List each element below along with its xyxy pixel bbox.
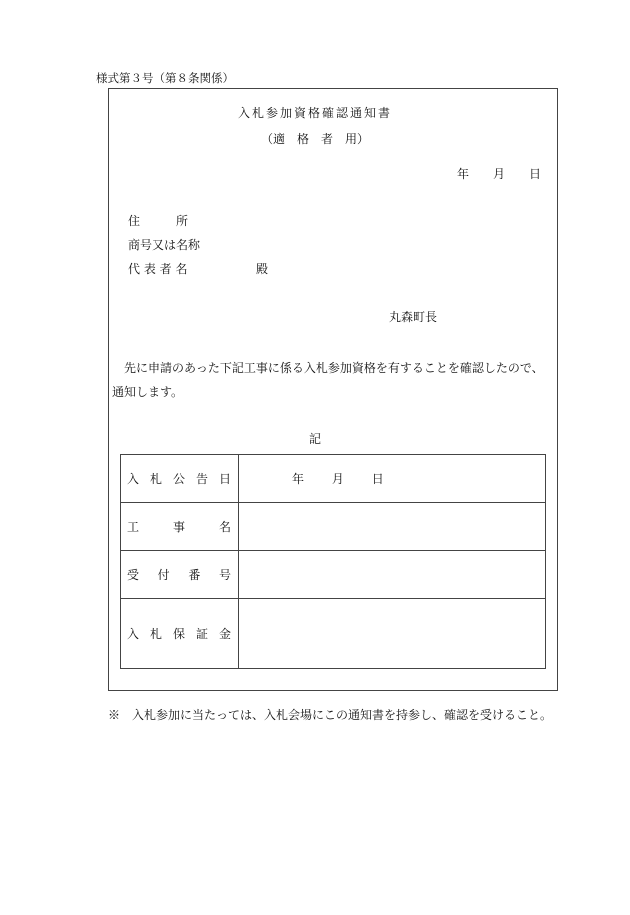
info-table [120, 454, 546, 669]
table-row-bid-date [121, 455, 546, 503]
table-row-work-name [121, 503, 546, 551]
address-label: 住 所 [128, 214, 189, 228]
ki-heading: 記 [308, 432, 321, 446]
value-bid-bond [239, 599, 546, 669]
document-subtitle: （適 格 者 用） [260, 132, 369, 146]
footnote: ※ 入札参加に当たっては、入札会場にこの通知書を持参し、確認を受けること。 [108, 708, 553, 722]
label-bid-bond: 入 札 保 証 金 [121, 599, 239, 669]
document-title: 入札参加資格確認通知書 [237, 106, 392, 120]
label-bid-notice-date: 入 札 公 告 日 [121, 455, 239, 503]
value-receipt-number [239, 551, 546, 599]
label-work-name: 工 事 名 [121, 503, 239, 551]
value-work-name [239, 503, 546, 551]
issuer: 丸森町長 [389, 310, 438, 324]
honorific: 殿 [256, 262, 269, 276]
label-receipt-number: 受 付 番 号 [121, 551, 239, 599]
form-number: 様式第３号（第８条関係） [96, 71, 234, 85]
issue-date-day: 日 [529, 167, 542, 181]
table-row-bid-bond [121, 599, 546, 669]
representative-label: 代 表 者 名 [128, 262, 188, 276]
issue-date-month: 月 [493, 167, 506, 181]
company-name-label: 商号又は名称 [128, 238, 201, 252]
value-bid-notice-date: 年 月 日 [239, 455, 546, 503]
issue-date-year: 年 [457, 167, 470, 181]
notification-body: 先に申請のあった下記工事に係る入札参加資格を有することを確認したので、通知します。 [112, 361, 544, 399]
table-row-receipt-number [121, 551, 546, 599]
